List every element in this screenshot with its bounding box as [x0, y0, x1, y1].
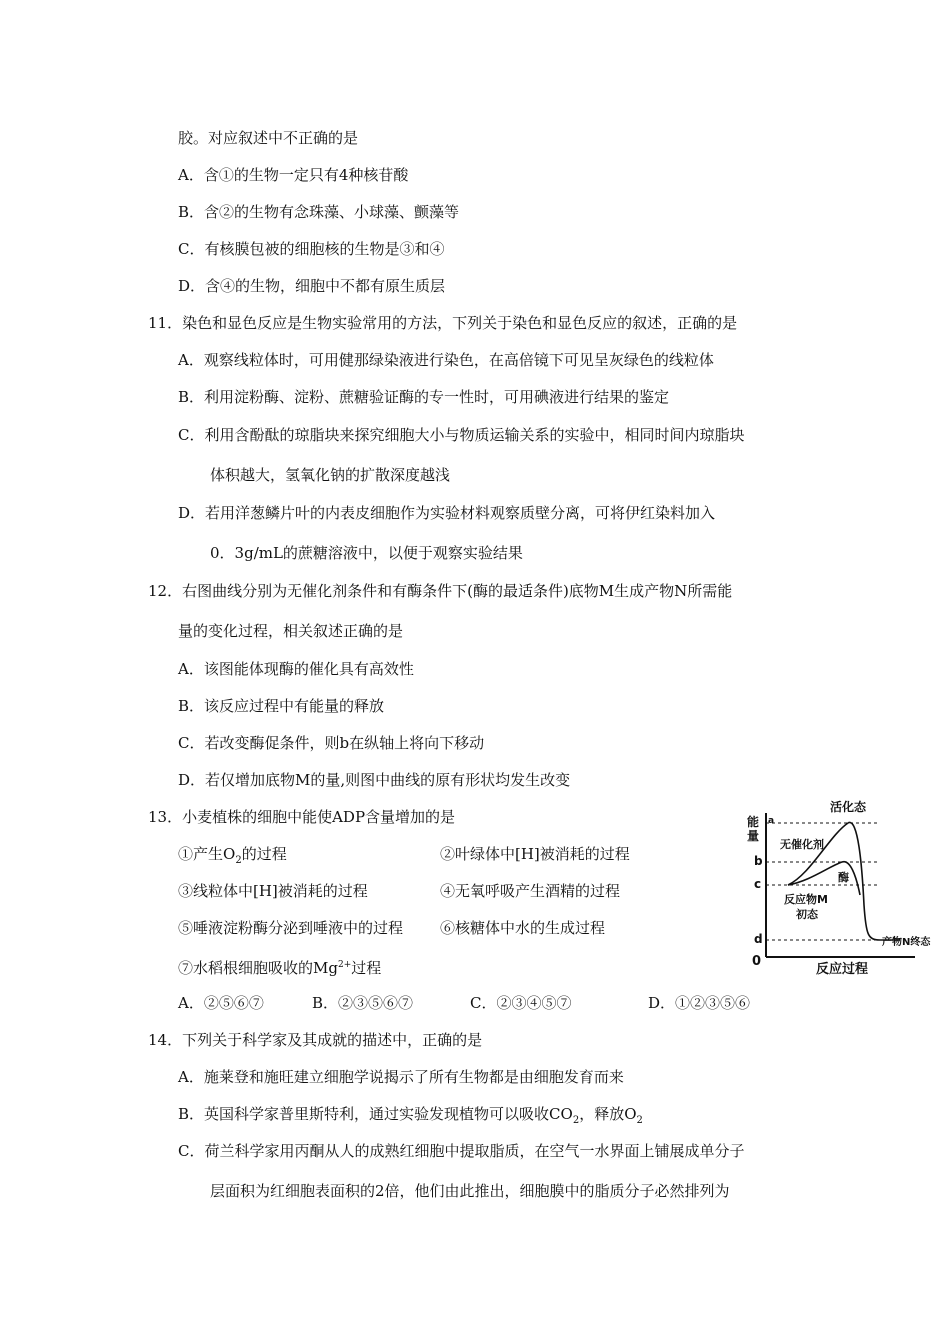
q10-option-b: B．含②的生物有念珠藻、小球藻、颤藻等 — [178, 203, 460, 221]
q13-choice-7: ⑦水稻根细胞吸收的$Mg^{2+}$过程 — [178, 959, 382, 977]
q11-option-a: A．观察线粒体时，可用健那绿染液进行染色，在高倍镜下可见呈灰绿色的线粒体 — [178, 351, 714, 369]
q11-option-c-cont: 体积越大，氢氧化钠的扩散深度越浅 — [210, 466, 451, 484]
q13-answer-a: A．②⑤⑥⑦ — [178, 994, 264, 1012]
q13-answer-b: B．②③⑤⑥⑦ — [312, 994, 414, 1012]
q12-option-b: B．该反应过程中有能量的释放 — [178, 697, 385, 715]
level-d-label: d — [754, 932, 763, 946]
level-b-label: b — [754, 854, 763, 868]
q14-option-a: A．施莱登和施旺建立细胞学说揭示了所有生物都是由细胞发育而来 — [178, 1068, 624, 1086]
q13-answer-d: D．①②③⑤⑥ — [648, 994, 751, 1012]
q10-option-a: A．含①的生物一定只有4种核苷酸 — [178, 166, 409, 184]
q12-option-d: D．若仅增加底物M的量,则图中曲线的原有形状均发生改变 — [178, 771, 571, 789]
q14-stem: 14．下列关于科学家及其成就的描述中，正确的是 — [148, 1031, 483, 1049]
q11-option-d: D．若用洋葱鳞片叶的内表皮细胞作为实验材料观察质壁分离，可将伊红染料加入 — [178, 504, 716, 522]
q11-option-d-cont: 0．3g/mL的蔗糖溶液中，以便于观察实验结果 — [210, 544, 523, 562]
q11-option-b: B．利用淀粉酶、淀粉、蔗糖验证酶的专一性时，可用碘液进行结果的鉴定 — [178, 388, 670, 406]
activated-state-label: 活化态 — [830, 800, 867, 814]
q13-choice-6: ⑥核糖体中水的生成过程 — [440, 919, 606, 937]
q10-option-c: C．有核膜包被的细胞核的生物是③和④ — [178, 240, 445, 258]
x-axis-label: 反应过程 — [816, 962, 869, 977]
q11-stem: 11．染色和显色反应是生物实验常用的方法，下列关于染色和显色反应的叙述，正确的是 — [148, 314, 738, 332]
q14-option-c: C．荷兰科学家用丙酮从人的成熟红细胞中提取脂质，在空气一水界面上铺展成单分子 — [178, 1142, 745, 1160]
q13-choice-3: ③线粒体中[H]被消耗的过程 — [178, 882, 368, 900]
level-a-label: a — [768, 816, 775, 826]
q13-choice-4: ④无氧呼吸产生酒精的过程 — [440, 882, 621, 900]
q13-choice-5: ⑤唾液淀粉酶分泌到唾液中的过程 — [178, 919, 404, 937]
origin-label: 0 — [752, 954, 762, 969]
q12-stem-cont: 量的变化过程，相关叙述正确的是 — [178, 622, 404, 640]
q14-option-c-cont: 层面积为红细胞表面积的2倍，他们由此推出，细胞膜中的脂质分子必然排列为 — [210, 1182, 730, 1200]
product-final-label: 产物N终态 — [882, 937, 931, 948]
reactant-initial-label-2: 初态 — [796, 908, 818, 921]
q12-option-a: A．该图能体现酶的催化具有高效性 — [178, 660, 414, 678]
q14-option-b: B．英国科学家普里斯特利，通过实验发现植物可以吸收$CO_2$，释放$O_2$ — [178, 1105, 643, 1126]
energy-diagram-svg — [750, 805, 920, 985]
enzyme-label: 酶 — [838, 871, 849, 884]
q10-stem-tail: 胶。对应叙述中不正确的是 — [178, 129, 359, 147]
q13-answer-c: C．②③④⑤⑦ — [470, 994, 572, 1012]
q13-choice-1: ①产生$O_2$的过程 — [178, 845, 287, 866]
q12-stem: 12．右图曲线分别为无催化剂条件和有酶条件下(酶的最适条件)底物M生成产物N所需能 — [148, 582, 733, 600]
q13-choice-2: ②叶绿体中[H]被消耗的过程 — [440, 845, 630, 863]
q10-option-d: D．含④的生物，细胞中不都有原生质层 — [178, 277, 446, 295]
reactant-initial-label-1: 反应物M — [784, 893, 828, 906]
q13-stem: 13．小麦植株的细胞中能使ADP含量增加的是 — [148, 808, 456, 826]
q12-option-c: C．若改变酶促条件，则b在纵轴上将向下移动 — [178, 734, 485, 752]
level-c-label: c — [754, 877, 762, 891]
no-catalyst-label: 无催化剂 — [780, 838, 824, 851]
y-axis-label: 能量 — [746, 815, 759, 843]
energy-diagram — [746, 800, 931, 985]
q11-option-c: C．利用含酚酞的琼脂块来探究细胞大小与物质运输关系的实验中，相同时间内琼脂块 — [178, 426, 745, 444]
